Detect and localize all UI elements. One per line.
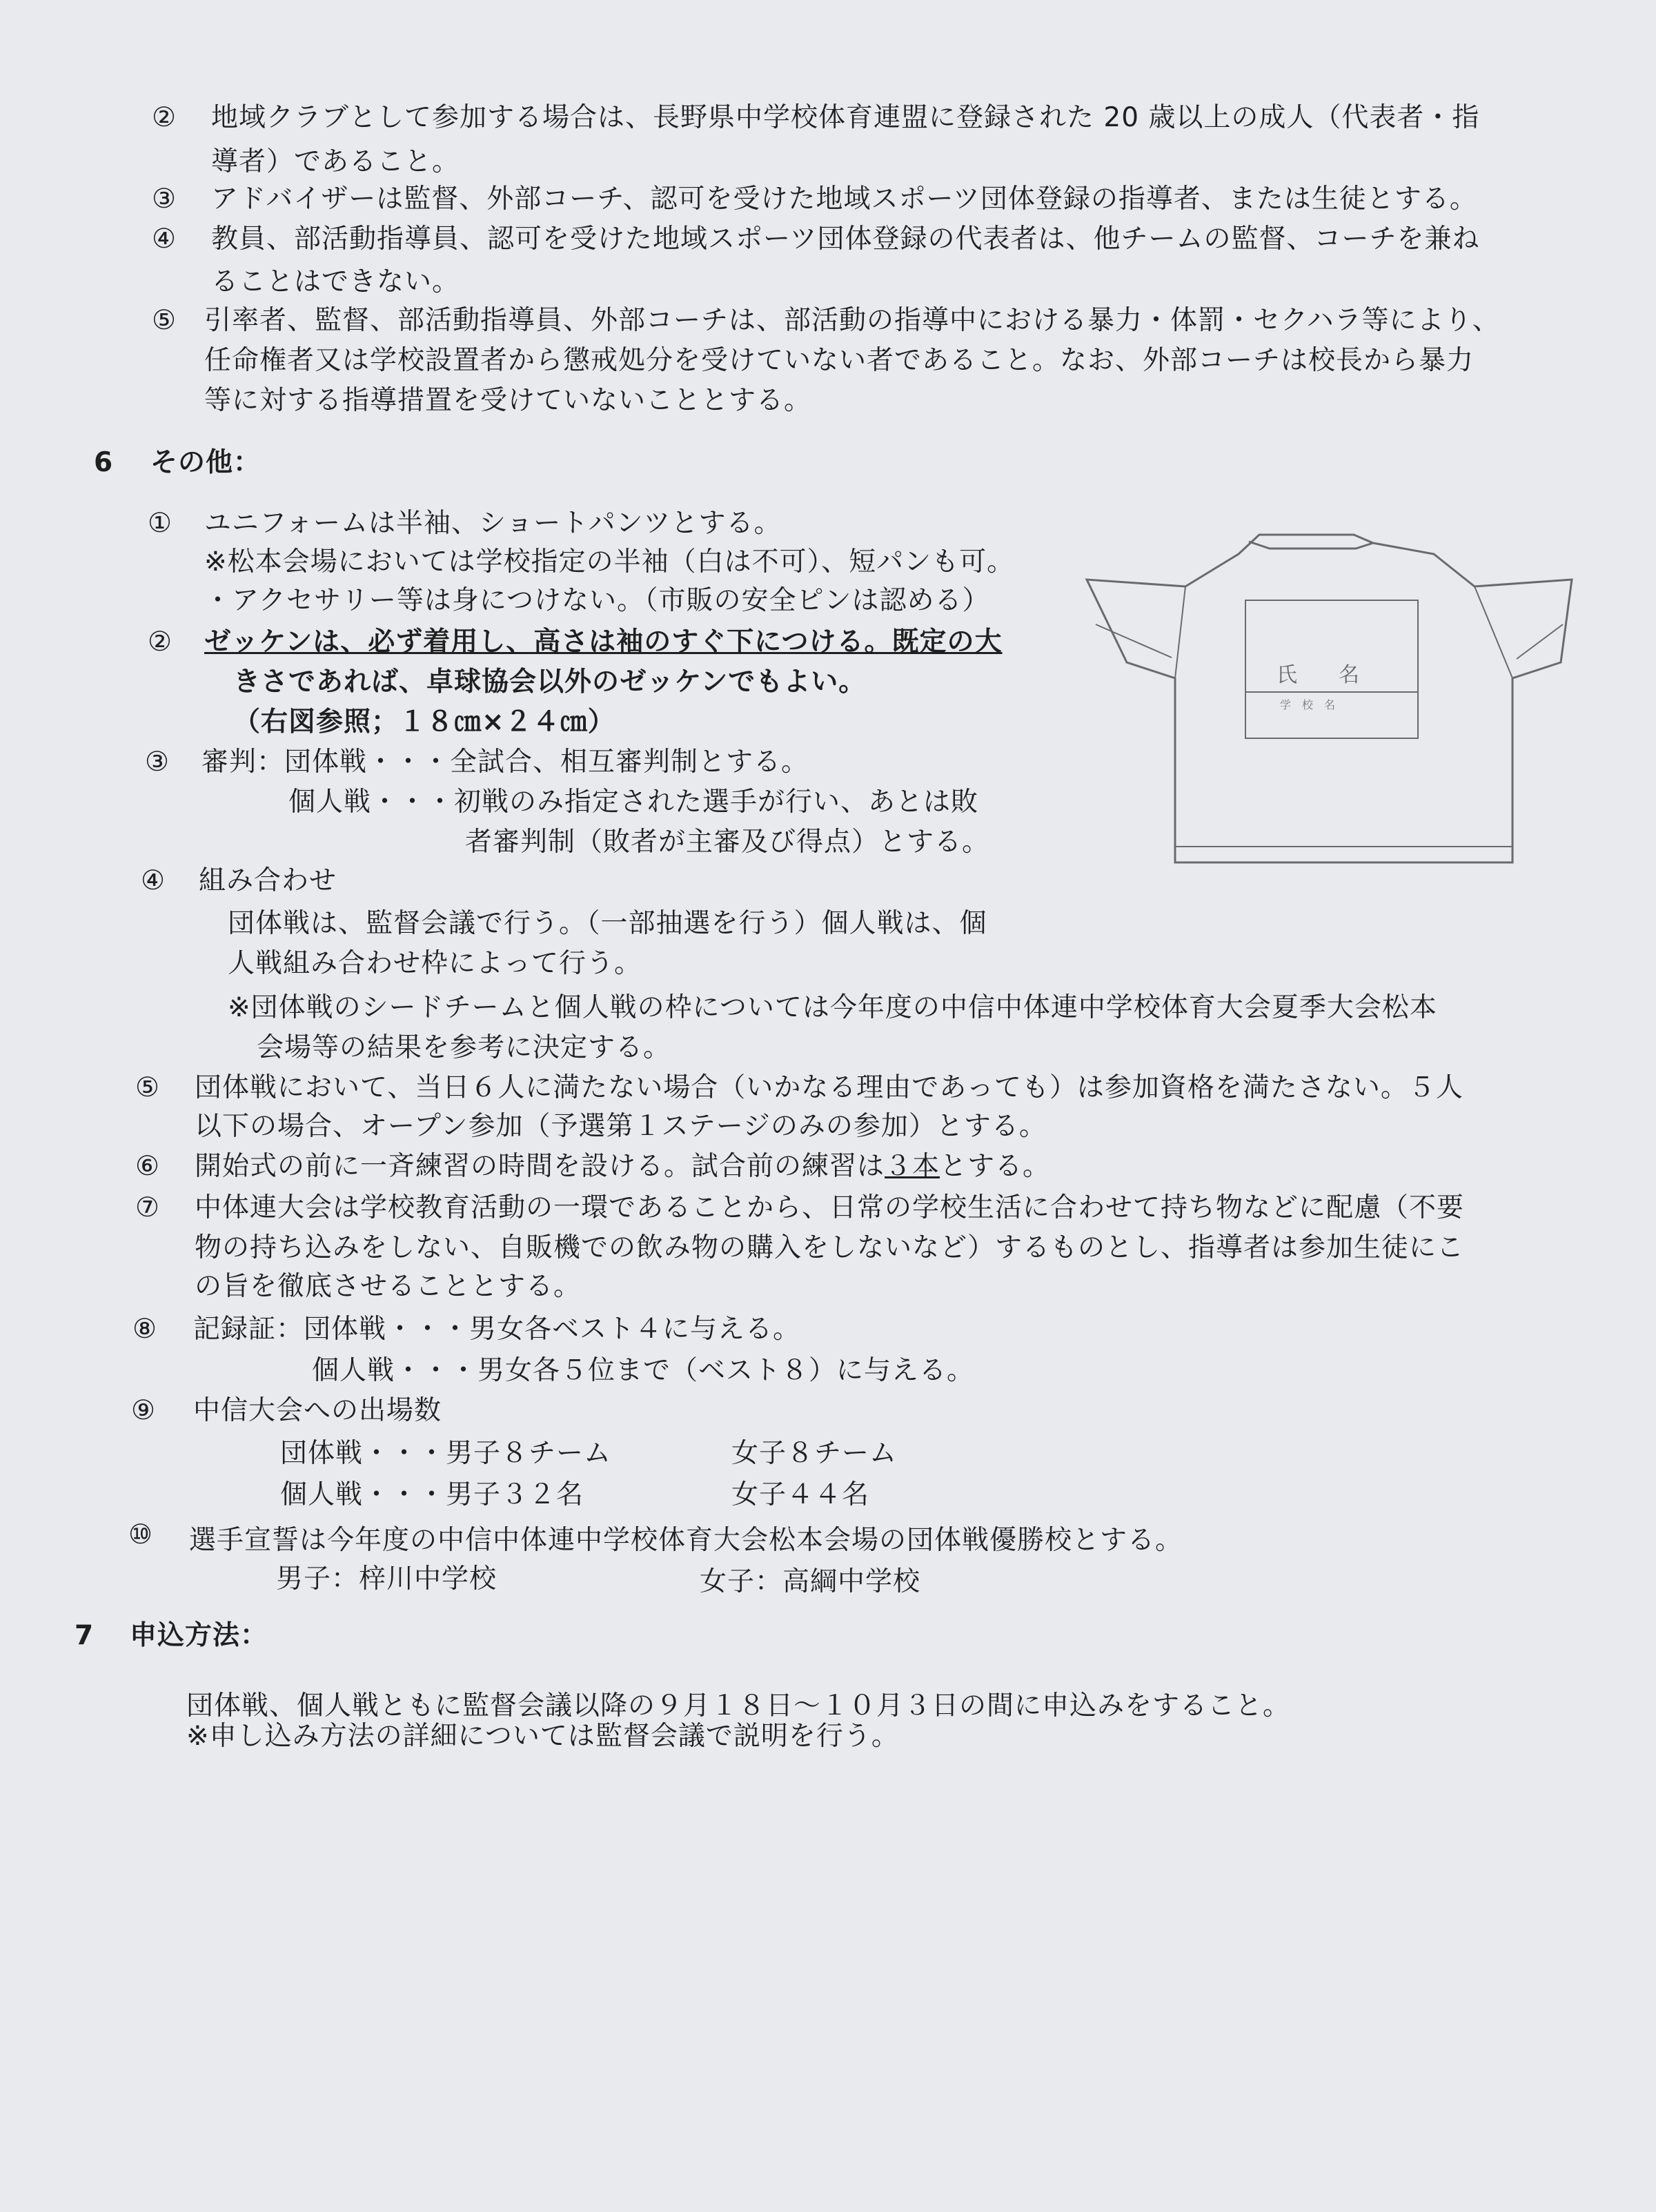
text-line: 地域クラブとして参加する場合は、長野県中学校体育連盟に登録された 20 歳以上の成人（代表者・指 (211, 102, 1480, 133)
text-line: 会場等の結果を参考に決定する。 (257, 1032, 671, 1063)
text-line: 中体連大会は学校教育活動の一環であることから、日常の学校生活に合わせて持ち物などに配慮（不要 (195, 1192, 1465, 1223)
text-line: 個人戦・・・男子３２名 (280, 1479, 584, 1510)
text-line: 任命権者又は学校設置者から懲戒処分を受けていない者であること。なお、外部コーチは校長から暴力 (204, 345, 1475, 376)
item-number: ⑦ (135, 1192, 160, 1223)
item-number: ③ (152, 184, 177, 215)
left-side-seam (1175, 586, 1185, 678)
text-line: 教員、部活動指導員、認可を受けた地域スポーツ団体登録の代表者は、他チームの監督、コーチを兼ね (211, 224, 1480, 255)
text-line: の旨を徹底させることとする。 (195, 1271, 582, 1302)
item-number: ② (148, 626, 172, 658)
text-line: 審判：団体戦・・・全試合、相互審判制とする。 (201, 747, 809, 778)
right-side-seam (1475, 586, 1512, 678)
right-sleeve-hem (1517, 624, 1563, 659)
item-number: ⑧ (132, 1314, 157, 1345)
text-line-emphasis: （右図参照；１８㎝×２４㎝） (233, 707, 615, 738)
bib-name-label: 氏 名 (1276, 663, 1359, 687)
text-line: 等に対する指導措置を受けていないこととする。 (204, 385, 812, 416)
text-line: 女子８チーム (731, 1438, 898, 1469)
text-line: 物の持ち込みをしない、自販機での飲み物の購入をしないなど）するものとし、指導者は参加生徒にこ (195, 1232, 1465, 1263)
text-line: 選手宣誓は今年度の中信中体連中学校体育大会松本会場の団体戦優勝校とする。 (189, 1525, 1183, 1556)
shirt-diagram (1083, 521, 1573, 921)
text-line: 男子：梓川中学校 (276, 1563, 497, 1594)
item-number: ④ (141, 865, 166, 896)
item-number: ④ (152, 224, 177, 255)
text-line: 人戦組み合わせ枠によって行う。 (228, 948, 642, 979)
text-line: 団体戦、個人戦ともに監督会議以降の９月１８日～１０月３日の間に申込みをすること。 (186, 1690, 1291, 1721)
text-line: 団体戦において、当日６人に満たない場合（いかなる理由であっても）は参加資格を満たさない。５人 (195, 1072, 1463, 1103)
text-line: 女子４４名 (731, 1479, 870, 1510)
item-number: ② (152, 102, 177, 133)
text-line: 導者）であること。 (211, 146, 460, 177)
text-line: 者審判制（敗者が主審及び得点）とする。 (465, 827, 990, 858)
text-line: 組み合わせ (199, 865, 337, 896)
collar (1249, 542, 1373, 549)
text-line: 団体戦は、監督会議で行う。（一部抽選を行う）個人戦は、個 (228, 908, 987, 939)
text-line: ユニフォームは半袖、ショートパンツとする。 (204, 508, 782, 539)
item-number: ③ (145, 747, 170, 778)
text-segment: 開始式の前に一斉練習の時間を設ける。試合前の練習は (195, 1151, 885, 1182)
item-number: ⑨ (131, 1395, 156, 1426)
text-line: 中信大会への出場数 (193, 1395, 442, 1426)
text-line: 団体戦・・・男子８チーム (280, 1438, 612, 1469)
text-line-emphasis: ゼッケンは、必ず着用し、高さは袖のすぐ下につける。既定の大 (204, 626, 1003, 658)
section-number: 7 (75, 1620, 95, 1651)
text-line: 個人戦・・・男女各５位まで（ベスト８）に与える。 (312, 1355, 975, 1386)
text-line: ※申し込み方法の詳細については監督会議で説明を行う。 (186, 1721, 899, 1752)
text-line: ・アクセサリー等は身につけない。（市販の安全ピンは認める） (204, 585, 990, 616)
text-line (195, 1149, 1050, 1184)
item-number: ① (148, 508, 172, 539)
bib-school-label: 学 校 名 (1280, 698, 1336, 711)
left-sleeve-hem (1096, 624, 1172, 658)
item-number: ⑤ (135, 1072, 160, 1103)
text-line: 以下の場合、オープン参加（予選第１ステージのみの参加）とする。 (195, 1111, 1047, 1142)
text-line: ることはできない。 (211, 266, 460, 297)
item-number: ⑩ (128, 1519, 153, 1550)
text-line-emphasis: きさであれば、卓球協会以外のゼッケンでもよい。 (233, 666, 867, 698)
text-segment: とする。 (940, 1151, 1051, 1182)
section-title: 申込方法： (130, 1620, 268, 1651)
text-line: ※松本会場においては学校指定の半袖（白は不可）、短パンも可。 (204, 546, 1015, 577)
item-number: ⑥ (135, 1151, 160, 1182)
text-line: ※団体戦のシードチームと個人戦の枠については今年度の中信中体連中学校体育大会夏季大会松本 (228, 992, 1437, 1023)
practice-count: ３本 (885, 1151, 940, 1182)
section-number: 6 (94, 447, 114, 478)
section-title: その他： (150, 447, 262, 478)
text-line: 引率者、監督、部活動指導員、外部コーチは、部活動の指導中における暴力・体罰・セクハラ等により、 (204, 305, 1500, 336)
text-line: 記録証：団体戦・・・男女各ベスト４に与える。 (193, 1314, 801, 1345)
item-number: ⑤ (152, 305, 177, 336)
text-line: 女子：高綱中学校 (700, 1566, 921, 1597)
text-line: 個人戦・・・初戦のみ指定された選手が行い、あとは敗 (288, 787, 979, 818)
text-line: アドバイザーは監督、外部コーチ、認可を受けた地域スポーツ団体登録の指導者、または生徒とする。 (211, 184, 1477, 215)
